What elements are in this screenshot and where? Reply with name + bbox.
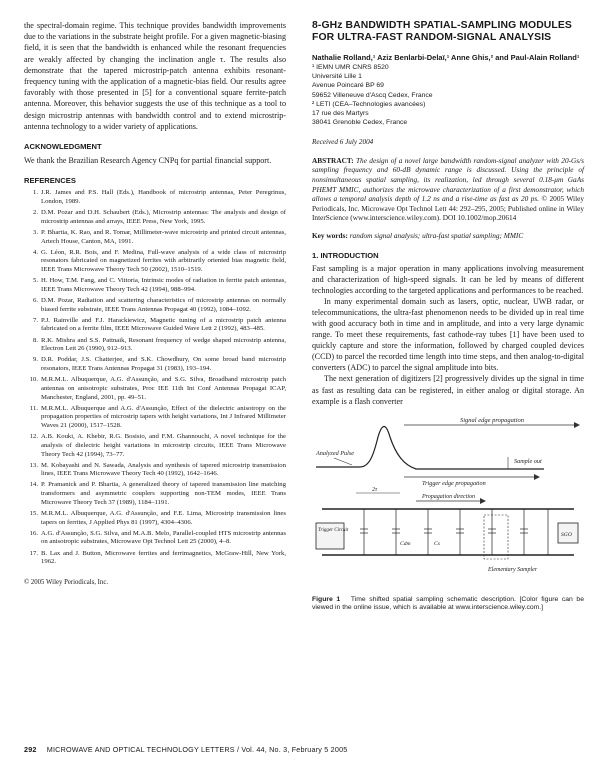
abstract-text: The design of a novel large bandwidth random-signal analyzer with 20-Gs/s sampling frequency and 60-dB dynamic range is discussed. Using the principle of nonsimultaneous spatial sampling, its realization, led through several 0.18-μm GaAs PHEMT MMIC, authorizes the microwave characterization of a first demonstrator, which allows a temporal analysis depth of 1.2 ns and a rise-time as fast as 20 ps. — [312, 155, 584, 204]
reference-number: 7. — [32, 316, 38, 324]
intro-paragraph-2: In many experimental domain such as lasers, optic, nuclear, UWB radar, or telecommunications, the ultra-fast phenomenon needs to be divided up in real time with good accuracy both in time and in amplitude, and into a very large dynamic range. To meet these requirements, fast cathode-ray tubes [1] have been used to quickly capture and store the information, followed by charged coupled devices (CCD) to parcel the recorded time length into time steps, and then analog-to-digital converters (ADC) to parcel the signal amplitude into bits. — [312, 296, 584, 373]
acknowledgment-heading: ACKNOWLEDGMENT — [24, 142, 102, 152]
reference-number: 4. — [32, 248, 38, 256]
reference-text: D.M. Pozar, Radiation and scattering characteristics of microstrip antennas on normally biased ferrite substrate, IEEE Trans Antennas Propagat 40 (1992), 1084–1092. — [41, 296, 286, 313]
signal-edge-arrowhead — [574, 422, 580, 428]
analyzed-pulse-pointer — [334, 458, 352, 465]
elementary-sampler-label: Elementary Sampler — [488, 566, 538, 573]
trigger-circuit-label: Trigger Circuit — [318, 527, 349, 533]
left-intro-paragraph: the spectral-domain regime. This technique provides bandwidth improvements due to the variations in the substrate height profile. For a given magnetic-biasing field, it is seen that the bandwidth is enhanced while the resonant frequencies are weakly affected by changing the inclination angle τ. The results also demonstrate that the tapered microstrip-patch antenna exhibits resonant-frequency tuning with the application of a magnetic-bias field. Our results agree favorably with those presented in [5] for a conventional square ferrite-patch antenna. Moreover, this behavior suggests the use of this technique as a tool to design microstrip antennas with bandwidth control and to extend microstrip-antenna technology to a wider variety of applications. — [24, 21, 286, 131]
propagation-direction-arrowhead — [480, 498, 486, 504]
elementary-sampler-outline — [484, 515, 508, 559]
sampler-array — [360, 509, 548, 555]
affiliation-line: 17 rue des Martyrs — [312, 110, 369, 118]
affiliation-line: 38041 Grenoble Cedex, France — [312, 119, 408, 127]
right-column — [312, 20, 584, 613]
reference-number: 17. — [29, 549, 38, 557]
reference-item — [24, 462, 286, 479]
figure-1-caption-text: Time shifted spatial sampling schematic description. [Color figure can be viewed in the online issue, which is available at www.interscience.wiley.com.] — [312, 595, 584, 612]
reference-number: 1. — [32, 189, 38, 197]
reference-item — [24, 510, 286, 527]
reference-text: P. Bhartia, K. Rao, and R. Tomar, Millimeter-wave microstrip and printed circuit antennas, Artech House, Canton, MA, 1991. — [41, 228, 286, 245]
reference-number: 9. — [32, 356, 38, 364]
reference-number: 12. — [29, 433, 38, 441]
trigger-circuit-block — [316, 523, 344, 549]
reference-item — [24, 550, 286, 567]
references-heading: REFERENCES — [24, 176, 76, 186]
cs-label: Cs — [434, 540, 440, 547]
reference-item — [24, 189, 286, 206]
reference-number: 6. — [32, 296, 38, 304]
left-copyright: © 2005 Wiley Periodicals, Inc. — [24, 578, 109, 586]
sgo-label: SGO — [561, 531, 572, 538]
reference-text: D.M. Pozar and D.H. Schaubert (Eds.), Microstrip antennas: The analysis and design of microstrip antennas and arrays, IEEE Press, New York, 1995. — [41, 209, 286, 225]
reference-number: 11. — [29, 404, 38, 412]
reference-item — [24, 297, 286, 314]
reference-item — [24, 209, 286, 226]
reference-number: 5. — [32, 277, 38, 285]
affiliation-line: Université Lille 1 — [312, 72, 362, 80]
reference-text: P.J. Rainville and F.J. Harackiewicz, Magnetic tuning of a microstrip patch antenna fabricated on a ferrite film, IEEE Microwave Guided Wave Lett 2 (1992), 483–485. — [41, 316, 286, 333]
reference-item — [24, 481, 286, 507]
reference-text: R.K. Mishra and S.S. Pattnaik, Resonant frequency of wedge shaped microstrip antenna, Electron Lett 26 (1990), 912–913. — [41, 336, 286, 353]
affiliation-line: ² LETI (CEA–Technologies avancées) — [312, 100, 426, 108]
keywords-label: Key words: — [312, 230, 348, 240]
tau-label: 2τ — [372, 486, 378, 493]
figure-1-caption — [312, 596, 584, 613]
abstract-label: ABSTRACT: — [312, 155, 354, 165]
reference-text: M.R.M.L. Albuquerque, A.G. d'Assunção, and F.E. Lima, Microstrip transmission lines tapers on ferrites, J Applied Phys 81 (1997), 4304–4306. — [41, 509, 286, 526]
reference-text: D.R. Poddar, J.S. Chatterjee, and S.K. Chowdhury, On some broad band microstrip resonators, IEEE Trans Antennas Propagat 31 (1983), 193–194. — [41, 356, 286, 373]
reference-item — [24, 249, 286, 275]
reference-text: M.R.M.L. Albuquerque, A.G. d'Assunção, and S.G. Silva, Broadband microstrip patch antennas on anisotropic substrates, Proc IEE 11th Int Conf Antennas Propagat ICAP, Manchester, England, 2001, pp. 49–51. — [41, 376, 286, 401]
left-column — [24, 20, 286, 586]
signal-edge-label: Signal edge propagation — [460, 416, 525, 424]
reference-item — [24, 277, 286, 294]
reference-text: B. Lax and J. Button, Microwave ferrites and ferrimagnetics, McGraw-Hill, New York, 1962. — [41, 549, 286, 566]
figure-1-label: Figure 1 — [312, 595, 341, 603]
reference-item — [24, 433, 286, 459]
reference-number: 10. — [29, 376, 38, 384]
sample-out-label: Sample out — [514, 457, 542, 465]
reference-item — [24, 229, 286, 246]
trigger-edge-label: Trigger edge propagation — [422, 479, 486, 487]
intro-paragraph-1: Fast sampling is a major operation in many applications involving measurement and characterization of high-speed signals. It can be led by means of different technologies according to the targeted applications and performances to be reached. — [312, 263, 584, 295]
reference-text: M.R.M.L. Albuquerque and A.G. d'Assunção, Effect of the dielectric anisotropy on the propagation properties of microstrip tapers with height variations, Int J Infrared Millimeter Waves 21 (2000), 1517–1528. — [41, 404, 286, 430]
propagation-direction-label: Propagation direction — [422, 493, 476, 500]
reference-text: M. Kobayashi and N. Sawada, Analysis and synthesis of tapered microstrip transmission lines, IEEE Trans Microwave Theory Tech 40 (1992), 1642–1646. — [41, 461, 286, 478]
reference-number: 14. — [29, 481, 38, 489]
page-number: 292 — [24, 745, 37, 754]
affiliation-line: ¹ IEMN UMR CNRS 8520 — [312, 63, 389, 71]
reference-item — [24, 356, 286, 373]
reference-text: J.R. James and P.S. Hall (Eds.), Handbook of microstrip antennas, Peter Peregrinus, London, 1989. — [41, 189, 286, 205]
article-authors: Nathalie Rolland,¹ Aziz Benlarbi-Delaï,¹ Anne Ghis,² and Paul-Alain Rolland¹ — [312, 53, 580, 63]
cdm-label: Cdm — [400, 540, 411, 547]
reference-text: A.B. Kouki, A. Khebir, R.G. Bosisio, and F.M. Ghannouchi, A novel technique for the analysis of dielectric height variations in microstrip circuits, IEEE Trans Microwave Theory Tech 42 (1994), 73–77. — [41, 433, 286, 458]
reference-item — [24, 317, 286, 334]
intro-paragraph-3: The next generation of digitizers [2] progressively divides up the signal in time as fast as resulting data can be registered, in either analog or digital storage. An example is a flash converter — [312, 374, 584, 406]
received-date: Received 6 July 2004 — [312, 137, 374, 146]
affiliations — [312, 64, 584, 128]
reference-number: 13. — [29, 461, 38, 469]
affiliation-line: 59652 Villeneuve d'Ascq Cedex, France — [312, 91, 433, 99]
keywords-text: random signal analysis; ultra-fast spatial sampling; MMIC — [349, 230, 524, 240]
reference-item — [24, 405, 286, 431]
figure-1-schematic — [312, 415, 584, 590]
analyzed-pulse-label: Analyzed Pulse — [316, 449, 354, 457]
reference-item — [24, 530, 286, 547]
page-footer — [24, 745, 584, 754]
article-title: 8-GHz BANDWIDTH SPATIAL-SAMPLING MODULES FOR ULTRA-FAST RANDOM-SIGNAL ANALYSIS — [312, 20, 572, 43]
reference-text: P. Pramanick and P. Bhartia, A generalized theory of tapered transmission line matching transformers and asymmetric couplers supporting non-TEM modes, IEEE Trans Microwave Theory Tech 37 (1989), 1184–1191. — [41, 481, 286, 506]
trigger-edge-arrowhead — [534, 474, 540, 480]
reference-number: 3. — [32, 228, 38, 236]
reference-text: H. How, T.M. Fang, and C. Vittoria, Intrinsic modes of radiation in ferrite patch antennas, IEEE Trans Microwave Theory Tech 42 (1994), 988–994. — [41, 277, 286, 293]
reference-number: 15. — [29, 509, 38, 517]
reference-item — [24, 376, 286, 402]
analyzed-pulse-waveform — [316, 426, 544, 469]
reference-number: 8. — [32, 336, 38, 344]
sampling-schematic-diagram — [312, 415, 584, 590]
affiliation-line: Avenue Poincaré BP 69 — [312, 82, 384, 90]
reference-item — [24, 337, 286, 354]
introduction-heading: 1. INTRODUCTION — [312, 250, 379, 260]
reference-text: A.G. d'Assunção, S.G. Silva, and M.A.B. Melo, Parallel-coupled HTS microstrip antennas on anisotropic substrates, Microwave Opt Technol Lett 25 (2000), 4–8. — [41, 529, 286, 546]
reference-number: 2. — [32, 209, 38, 217]
acknowledgment-text: We thank the Brazilian Research Agency CNPq for partial financial support. — [24, 156, 272, 166]
abstract — [312, 156, 584, 223]
keywords — [312, 231, 584, 241]
journal-citation: MICROWAVE AND OPTICAL TECHNOLOGY LETTERS / Vol. 44, No. 3, February 5 2005 — [46, 745, 348, 754]
references-list — [24, 189, 286, 567]
abstract-citation: © 2005 Wiley Periodicals, Inc. Microwave Opt Technol Lett 44: 292–295, 2005; Published online in Wiley InterScience (www.interscience.wiley.com). DOI 10.1002/mop.20614 — [312, 194, 584, 223]
reference-text: G. Léon, R.R. Bois, and F. Medina, Full-wave analysis of a wide class of microstrip resonators fabricated on magnetized ferrites with arbitrarily oriented bias magnetic field, IEEE Trans Microwave Theory Tech 50 (2002), 1510–1519. — [41, 248, 286, 274]
reference-number: 16. — [29, 529, 38, 537]
